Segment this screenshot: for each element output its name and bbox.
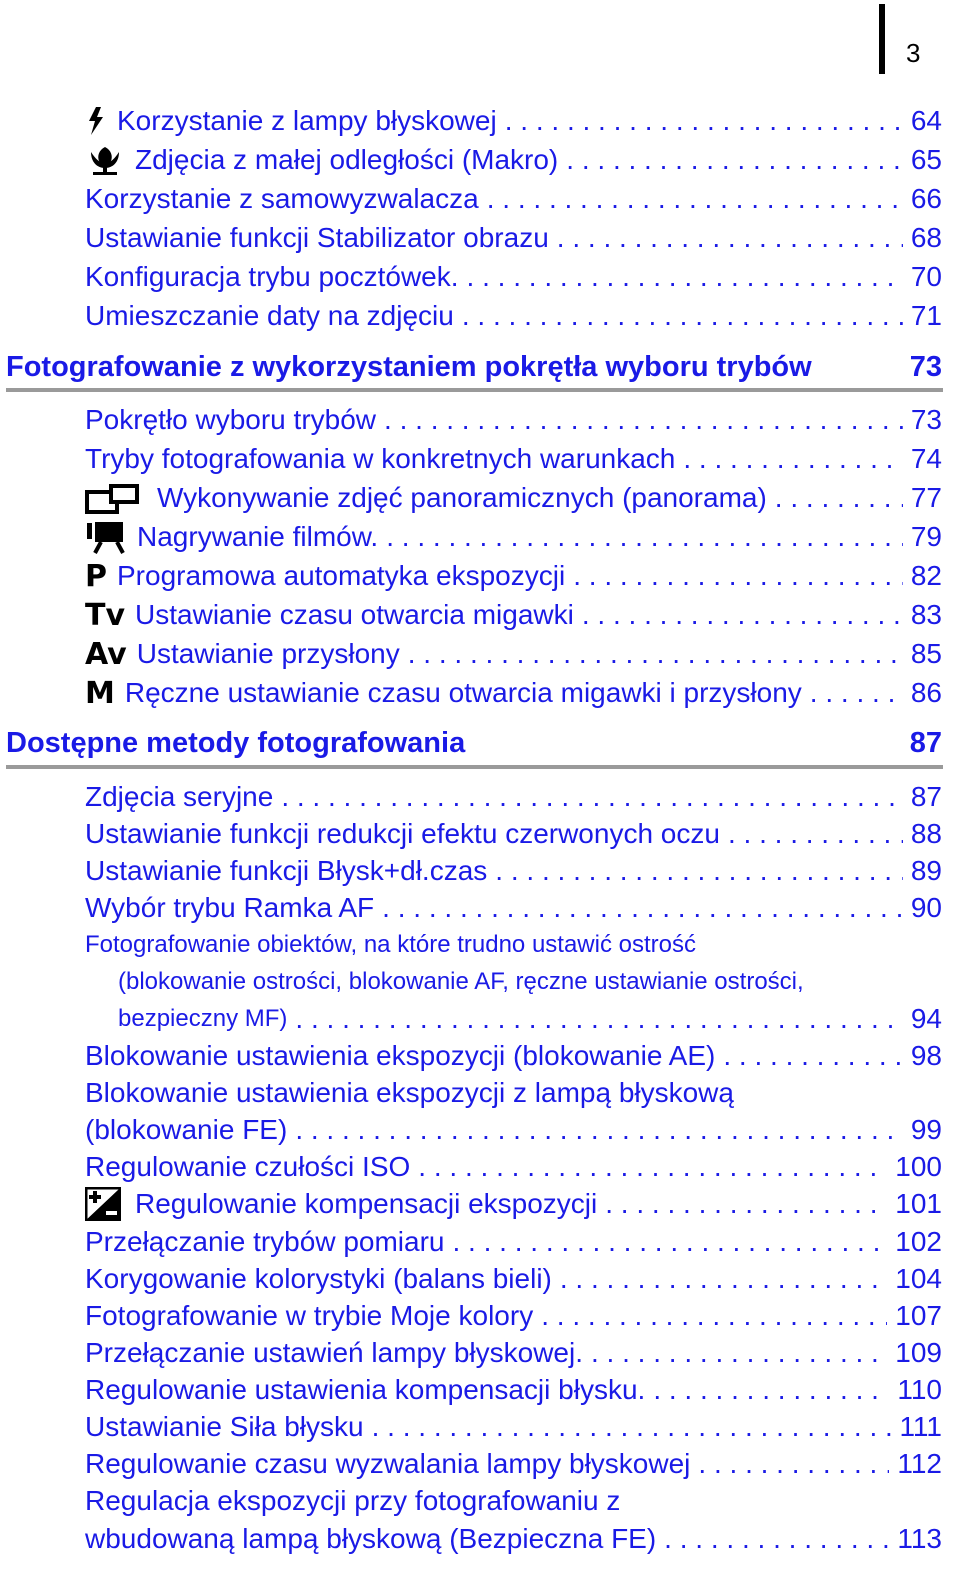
toc-entry[interactable]: Przełączanie trybów pomiaru . . . 102 <box>85 1223 942 1261</box>
toc-entry[interactable]: Ustawianie Siła błysku . . . 111 <box>85 1408 942 1446</box>
toc-entry[interactable]: Konfiguracja trybu pocztówek. . . . 70 <box>85 258 942 296</box>
mode-p-icon: P <box>85 558 107 594</box>
toc-entry[interactable]: Regulowanie ustawienia kompensacji błysku. . . . 110 <box>85 1371 942 1409</box>
toc-entry[interactable]: Korzystanie z samowyzwalacza . . . 66 <box>85 180 942 218</box>
toc-entry[interactable]: Umieszczanie daty na zdjęciu . . . 71 <box>85 297 942 335</box>
mode-m-icon: M <box>85 675 115 711</box>
toc-entry[interactable]: Pokrętło wyboru trybów . . . 73 <box>85 401 942 439</box>
toc-entry[interactable]: Ustawianie funkcji redukcji efektu czerwonych oczu . . . 88 <box>85 815 942 853</box>
macro-flower-icon <box>85 144 125 176</box>
toc-entry[interactable]: Regulowanie kompensacji ekspozycji . . . 101 <box>85 1185 942 1223</box>
toc-entry[interactable]: Zdjęcia z małej odległości (Makro) . . . 65 <box>85 141 942 179</box>
page-number: 3 <box>906 38 921 68</box>
toc-entry[interactable]: Przełączanie ustawień lampy błyskowej. . . . 109 <box>85 1334 942 1372</box>
toc-entry[interactable]: Korygowanie kolorystyki (balans bieli) . . . 104 <box>85 1260 942 1298</box>
exposure-compensation-icon <box>85 1187 121 1221</box>
toc-entry[interactable]: Tv Ustawianie czasu otwarcia migawki . . . 83 <box>85 596 942 634</box>
toc-entry[interactable]: Wybór trybu Ramka AF . . . 90 <box>85 889 942 927</box>
toc-entry-line[interactable]: Fotografowanie obiektów, na które trudno ustawić ostrość <box>85 931 696 958</box>
toc-entry[interactable]: Blokowanie ustawienia ekspozycji (blokowanie AE) . . . 98 <box>85 1037 942 1075</box>
toc-entry[interactable]: P Programowa automatyka ekspozycji . . . 82 <box>85 557 942 595</box>
toc-entry[interactable]: M Ręczne ustawianie czasu otwarcia migawki i przysłony . . . 86 <box>85 674 942 712</box>
toc-entry[interactable]: Tryby fotografowania w konkretnych warunkach . . . 74 <box>85 440 942 478</box>
flash-icon <box>85 106 107 136</box>
toc-entry[interactable]: Fotografowanie w trybie Moje kolory . . . 107 <box>85 1297 942 1335</box>
mode-av-icon: Av <box>85 636 127 672</box>
toc-entry[interactable]: (blokowanie FE) . . . 99 <box>85 1111 942 1149</box>
toc-entry[interactable]: Korzystanie z lampy błyskowej . . . 64 <box>85 102 942 140</box>
toc-entry[interactable]: bezpieczny MF) . . . 94 <box>118 1000 942 1038</box>
section-divider <box>6 765 943 769</box>
toc-entry[interactable]: Regulowanie czasu wyzwalania lampy błyskowej . . . 112 <box>85 1445 942 1483</box>
toc-entry-line[interactable]: (blokowanie ostrości, blokowanie AF, ręczne ustawianie ostrości, <box>118 968 804 995</box>
toc-entry[interactable]: Zdjęcia seryjne . . . 87 <box>85 778 942 816</box>
toc-entry[interactable]: Wykonywanie zdjęć panoramicznych (panorama) . . . 77 <box>85 479 942 517</box>
toc-entry-line[interactable]: Regulacja ekspozycji przy fotografowaniu z <box>85 1485 621 1516</box>
toc-entry[interactable]: Ustawianie funkcji Błysk+dł.czas . . . 89 <box>85 852 942 890</box>
panorama-icon <box>85 482 141 514</box>
toc-entry[interactable]: Av Ustawianie przysłony . . . 85 <box>85 635 942 673</box>
toc-entry[interactable]: Regulowanie czułości ISO . . . 100 <box>85 1148 942 1186</box>
page-number-bar <box>879 4 885 74</box>
toc-entry[interactable]: wbudowaną lampą błyskową (Bezpieczna FE) . . . 113 <box>85 1520 942 1558</box>
section-heading[interactable]: Dostępne metody fotografowania 87 <box>6 726 942 759</box>
movie-camera-icon <box>85 520 127 554</box>
section-heading[interactable]: Fotografowanie z wykorzystaniem pokrętła wyboru trybów 73 <box>6 350 942 383</box>
toc-entry[interactable]: Ustawianie funkcji Stabilizator obrazu . . . 68 <box>85 219 942 257</box>
toc-entry-line[interactable]: Blokowanie ustawienia ekspozycji z lampą błyskową <box>85 1077 734 1108</box>
mode-tv-icon: Tv <box>85 597 126 633</box>
toc-entry[interactable]: Nagrywanie filmów. . . . 79 <box>85 518 942 556</box>
section-divider <box>6 388 943 392</box>
